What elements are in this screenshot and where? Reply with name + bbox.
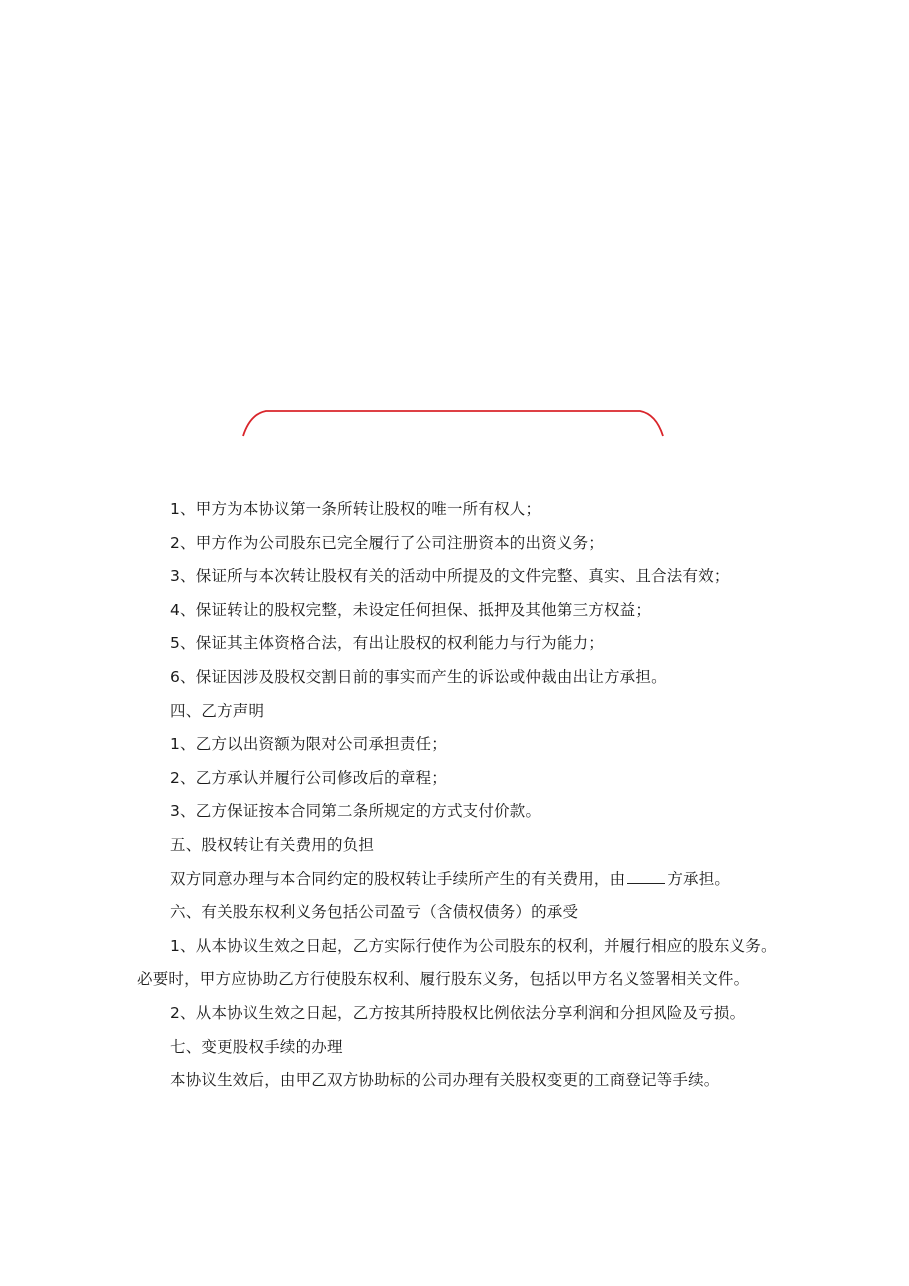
fill-in-blank — [627, 869, 665, 884]
red-header-banner — [238, 406, 668, 440]
section-heading: 五、股权转让有关费用的负担 — [170, 835, 375, 854]
fee-text-after: 方承担。 — [667, 869, 731, 888]
paragraph: 1、甲方为本协议第一条所转让股权的唯一所有权人； — [170, 500, 542, 518]
paragraph: 3、保证所与本次转让股权有关的活动中所提及的文件完整、真实、且合法有效； — [170, 567, 730, 586]
paragraph: 5、保证其主体资格合法，有出让股权的权利能力与行为能力； — [170, 634, 604, 653]
fee-text-before: 双方同意办理与本合同约定的股权转让手续所产生的有关费用，由 — [170, 869, 626, 888]
paragraph: 2、从本协议生效之日起，乙方按其所持股权比例依法分享利润和分担风险及亏损。 — [170, 1003, 746, 1022]
paragraph: 4、保证转让的股权完整，未设定任何担保、抵押及其他第三方权益； — [170, 600, 652, 619]
section-heading: 六、有关股东权利义务包括公司盈亏（含债权债务）的承受 — [170, 903, 579, 922]
paragraph: 2、甲方作为公司股东已完全履行了公司注册资本的出资义务； — [170, 533, 604, 552]
document-body — [137, 493, 777, 1098]
paragraph: 1、乙方以出资额为限对公司承担责任； — [170, 735, 447, 754]
paragraph: 3、乙方保证按本合同第二条所规定的方式支付价款。 — [170, 802, 542, 821]
paragraph: 本协议生效后，由甲乙双方协助标的公司办理有关股权变更的工商登记等手续。 — [170, 1071, 720, 1090]
section-heading: 四、乙方声明 — [170, 701, 265, 720]
section-heading: 七、变更股权手续的办理 — [170, 1037, 343, 1056]
paragraph: 2、乙方承认并履行公司修改后的章程； — [170, 768, 447, 787]
red-banner-line — [243, 411, 663, 436]
fee-paragraph — [137, 863, 777, 897]
paragraph: 6、保证因涉及股权交割日前的事实而产生的诉讼或仲裁由出让方承担。 — [170, 667, 667, 686]
paragraph: 1、从本协议生效之日起，乙方实际行使作为公司股东的权利，并履行相应的股东义务。必要时，甲方应协助乙方行使股东权利、履行股东义务，包括以甲方名义签署相关文件。 — [137, 936, 777, 989]
